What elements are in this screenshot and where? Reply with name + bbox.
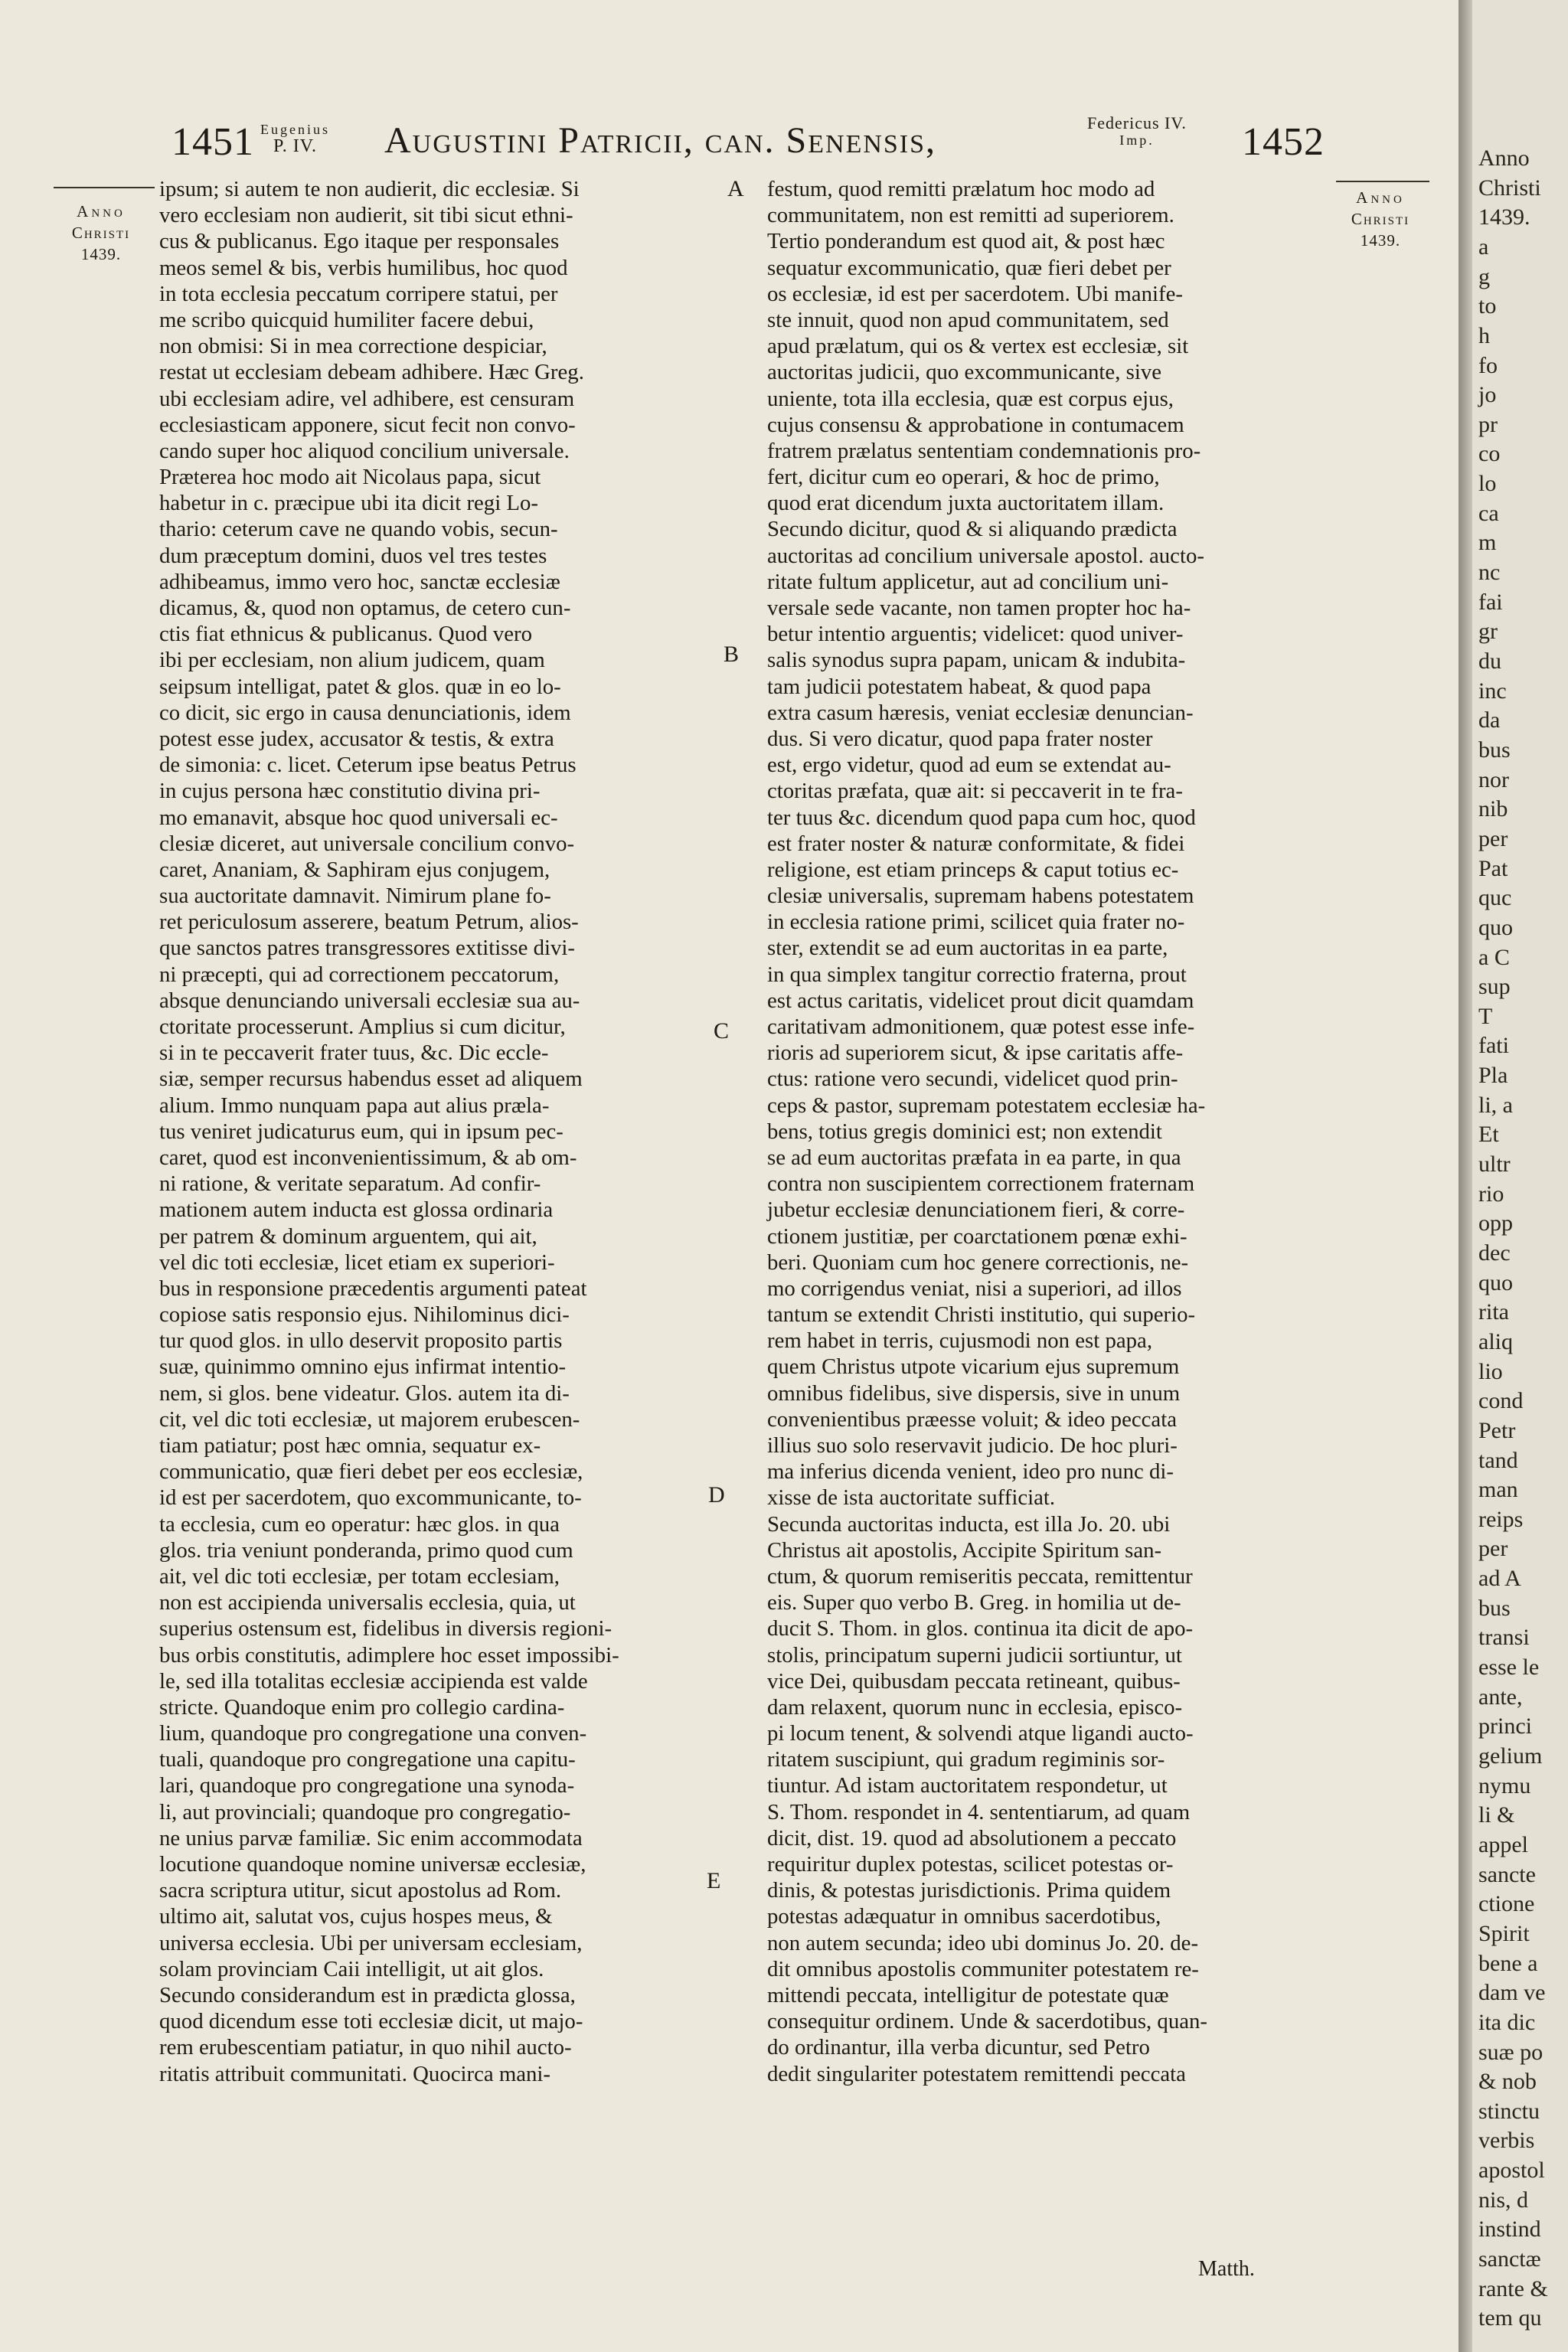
- right-column-line: requiritur duplex potestas, scilicet potestas or-: [767, 1852, 1174, 1877]
- left-column-line: habetur in c. præcipue ubi ita dicit regi Lo-: [159, 491, 538, 516]
- facing-page-fragment: nib: [1478, 796, 1508, 822]
- right-column-line: stolis, principatum superni judicii sortiuntur, ut: [767, 1642, 1182, 1668]
- right-sidenote-rule: [1336, 181, 1429, 182]
- right-column-line: S. Thom. respondet in 4. sententiarum, ad quam: [767, 1799, 1191, 1824]
- left-column-line: le, sed illa totalitas ecclesiæ accipienda est valde: [159, 1668, 588, 1694]
- right-column-line: est actus caritatis, videlicet prout dicit quamdam: [767, 988, 1194, 1013]
- facing-page-fragment: nc: [1478, 560, 1501, 586]
- facing-page-fragment: lo: [1478, 471, 1497, 497]
- left-column-line: ctis fiat ethnicus & publicanus. Quod vero: [159, 622, 533, 647]
- left-column-line: tur quod glos. in ullo deservit proposito partis: [159, 1328, 563, 1354]
- right-column-line: Secundo dicitur, quod & si aliquando prædicta: [767, 517, 1178, 542]
- left-column-line: potest esse judex, accusator & testis, & extra: [159, 726, 554, 751]
- left-column-line: sacra scriptura utitur, sicut apostolus ad Rom.: [159, 1878, 562, 1903]
- section-mark-e: E: [707, 1868, 721, 1893]
- facing-page-fragment: sancte: [1478, 1861, 1536, 1887]
- facing-page-fragment: tand: [1478, 1447, 1518, 1473]
- left-column-line: ibi per ecclesiam, non alium judicem, quam: [159, 648, 545, 673]
- left-column-line: cus & publicanus. Ego itaque per responsales: [159, 229, 560, 254]
- page-header: [0, 115, 1459, 168]
- page-title: Augustini Patricii, can. Senensis,: [384, 120, 937, 161]
- right-emperor-title: Imp.: [1119, 132, 1155, 148]
- facing-page-fragment: Et: [1478, 1122, 1499, 1148]
- right-column-line: Secunda auctoritas inducta, est illa Jo. 20. ubi: [767, 1511, 1171, 1537]
- right-column-line: ste innuit, quod non apud communitatem, sed: [767, 307, 1169, 332]
- right-column-line: dinis, & potestas jurisdictionis. Prima quidem: [767, 1878, 1171, 1903]
- left-column-line: lari, quandoque pro congregatione una synoda-: [159, 1773, 575, 1798]
- right-column-line: ctionem justitiæ, per coarctationem pœnæ exhi-: [767, 1223, 1187, 1249]
- facing-page-fragment: Anno: [1478, 145, 1530, 171]
- right-column-line: auctoritas ad concilium universale apostol. aucto-: [767, 543, 1204, 568]
- left-column-line: ret periculosum asserere, beatum Petrum, alios-: [159, 910, 579, 935]
- right-column-line: consequitur ordinem. Unde & sacerdotibus, quan-: [767, 2009, 1207, 2034]
- section-mark-d: D: [708, 1482, 725, 1508]
- right-column-line: mittendi peccata, intelligitur de potestate quæ: [767, 1982, 1169, 2007]
- right-column-line: ritate fultum applicetur, aut ad concilium uni-: [767, 569, 1169, 594]
- left-column-line: li, aut provinciali; quandoque pro congregatio-: [159, 1799, 571, 1824]
- right-column-line: convenientibus præesse voluit; & ideo peccata: [767, 1406, 1177, 1432]
- left-column-line: solam provinciam Caii intelligit, ut ait glos.: [159, 1956, 544, 1981]
- right-column-line: ctus: ratione vero secundi, videlicet quod prin-: [767, 1067, 1178, 1092]
- left-column-line: absque denunciando universali ecclesiæ sua au-: [159, 988, 580, 1013]
- facing-page-fragment: ita dic: [1478, 2009, 1536, 2035]
- right-column-line: clesiæ universalis, supremam habens potestatem: [767, 884, 1194, 909]
- left-column-line: co dicit, sic ergo in causa denunciationis, idem: [159, 700, 571, 725]
- left-column-line: Præterea hoc modo ait Nicolaus papa, sicut: [159, 465, 541, 490]
- right-column-line: auctoritas judicii, quo excommunicante, sive: [767, 360, 1161, 385]
- left-column-line: restat ut ecclesiam debeam adhibere. Hæc Greg.: [159, 360, 584, 385]
- left-column-line: vero ecclesiam non audierit, sit tibi sicut ethni-: [159, 203, 573, 228]
- sidenote-christi: Christi: [1351, 210, 1410, 228]
- right-column-line: dedit singulariter potestatem remittendi peccata: [767, 2061, 1186, 2086]
- facing-page-fragment: bene a: [1478, 1950, 1538, 1976]
- facing-page-fragment: esse le: [1478, 1655, 1540, 1681]
- facing-page-fragment: inc: [1478, 678, 1507, 704]
- left-column-line: ni ratione, & veritate separatum. Ad confir-: [159, 1171, 541, 1197]
- section-mark-a: A: [727, 176, 744, 201]
- facing-page-fragment: reips: [1478, 1506, 1524, 1532]
- left-column-line: caret, Ananiam, & Saphiram ejus conjugem,: [159, 857, 550, 882]
- sidenote-anno: Anno: [1356, 188, 1405, 207]
- right-column-line: os ecclesiæ, id est per sacerdotem. Ubi manife-: [767, 281, 1183, 306]
- right-column-line: extra casum hæresis, veniat ecclesiæ denuncian-: [767, 700, 1194, 725]
- facing-page-fragment: du: [1478, 648, 1501, 675]
- facing-page-fragment: li, a: [1478, 1092, 1513, 1118]
- facing-page-fragment: appel: [1478, 1831, 1528, 1857]
- left-column-line: caret, quod est inconvenientissimum, & ab om-: [159, 1145, 577, 1170]
- right-column-line: dicit, dist. 19. quod ad absolutionem a peccato: [767, 1825, 1177, 1851]
- left-column-line: suæ, quinimmo omnino ejus infirmat intentio-: [159, 1354, 567, 1380]
- right-column-line: Tertio ponderandum est quod ait, & post hæc: [767, 229, 1165, 254]
- right-column-line: rioris ad superiorem sicut, & ipse caritatis affe-: [767, 1040, 1184, 1066]
- left-column-line: tus veniret judicaturus eum, qui in ipsum pec-: [159, 1119, 564, 1144]
- right-text-column: [767, 176, 1207, 2087]
- left-column-line: universa ecclesia. Ubi per universam ecclesiam,: [159, 1930, 583, 1955]
- facing-page-fragment: jo: [1478, 382, 1497, 408]
- catchword: Matth.: [1198, 2257, 1255, 2281]
- left-pope-name: Eugenius: [260, 122, 330, 137]
- facing-page-fragment: bus: [1478, 737, 1511, 763]
- right-year-sidenote: [1331, 187, 1430, 251]
- facing-page-fragment: quo: [1478, 1269, 1513, 1295]
- left-column-line: Secundo considerandum est in prædicta glossa,: [159, 1982, 576, 2007]
- facing-page-fragment: Pla: [1478, 1063, 1508, 1089]
- facing-page-fragment: sup: [1478, 974, 1511, 1000]
- right-running-head: [1087, 115, 1187, 149]
- facing-page-fragment: instind: [1478, 2216, 1541, 2243]
- facing-page-fragment: nor: [1478, 766, 1509, 792]
- right-column-line: dus. Si vero dicatur, quod papa frater noster: [767, 726, 1153, 751]
- facing-page-fragment: per: [1478, 825, 1508, 851]
- right-column-line: fratrem prælatus sententiam condemnationis pro-: [767, 438, 1201, 463]
- right-column-line: uniente, tota illa ecclesia, quæ est corpus ejus,: [767, 386, 1174, 411]
- left-column-line: siæ, semper recursus habendus esset ad aliquem: [159, 1067, 583, 1092]
- facing-page-fragment: lio: [1478, 1358, 1503, 1384]
- left-column-line: in tota ecclesia peccatum corripere statui, per: [159, 281, 558, 306]
- facing-page-fragment: & nob: [1478, 2069, 1537, 2095]
- left-column-line: communicatio, quæ fieri debet per eos ecclesiæ,: [159, 1459, 583, 1485]
- right-column-line: mo corrigendus veniat, nisi a superiori, ad illos: [767, 1276, 1182, 1301]
- right-column-line: caritativam admonitionem, quæ potest esse infe-: [767, 1014, 1195, 1039]
- right-column-line: religione, est etiam princeps & caput totius ec-: [767, 857, 1179, 882]
- left-column-line: ait, vel dic toti ecclesiæ, per totam ecclesiam,: [159, 1563, 560, 1589]
- left-column-line: ta ecclesia, cum eo operatur: hæc glos. in qua: [159, 1511, 560, 1537]
- facing-page-fragment: to: [1478, 293, 1497, 319]
- facing-page-fragment: sanctæ: [1478, 2246, 1541, 2272]
- facing-page-fragment: li &: [1478, 1802, 1515, 1828]
- right-column-line: ma inferius dicenda venient, ideo pro nunc di-: [767, 1459, 1174, 1485]
- right-column-line: tantum se extendit Christi institutio, qui superio-: [767, 1302, 1196, 1328]
- left-column-line: thario: ceterum cave ne quando vobis, secun-: [159, 517, 558, 542]
- right-column-line: eis. Super quo verbo B. Greg. in homilia ut de-: [767, 1590, 1181, 1615]
- left-sidenote-rule: [54, 187, 155, 188]
- left-column-line: dicamus, &, quod non optamus, de cetero cun-: [159, 596, 571, 620]
- left-column-line: ni præcepti, qui ad correctionem peccatorum,: [159, 962, 560, 987]
- facing-page-fragment: verbis: [1478, 2128, 1535, 2154]
- right-column-line: ctum, & quorum remiseritis peccata, remittentur: [767, 1563, 1193, 1589]
- facing-page-fragment: dec: [1478, 1240, 1511, 1266]
- right-column-line: communitatem, non est remitti ad superiorem.: [767, 203, 1174, 228]
- left-column-line: cit, vel dic toti ecclesiæ, ut majorem erubescen-: [159, 1406, 580, 1432]
- right-column-line: tiuntur. Ad istam auctoritatem respondetur, ut: [767, 1773, 1168, 1798]
- left-column-line: que sanctos patres transgressores extitisse divi-: [159, 936, 576, 961]
- facing-page-fragment: aliq: [1478, 1328, 1513, 1354]
- facing-page-fragment: fati: [1478, 1033, 1509, 1059]
- left-column-line: seipsum intelligat, patet & glos. quæ in eo lo-: [159, 674, 561, 699]
- right-column-line: contra non suscipientem correctionem fraternam: [767, 1171, 1195, 1197]
- facing-page-fragment: rio: [1478, 1181, 1504, 1207]
- right-column-line: dit omnibus apostolis communiter potestatem re-: [767, 1956, 1199, 1981]
- facing-page-fragment: a: [1478, 234, 1489, 260]
- right-column-line: jubetur ecclesiæ denunciationem fieri, & corre-: [767, 1197, 1185, 1223]
- right-column-line: ritatem suscipiunt, qui gradum regiminis sor-: [767, 1747, 1165, 1772]
- facing-page-fragment: 1439.: [1478, 204, 1530, 230]
- facing-page-fragment: dam ve: [1478, 1980, 1546, 2006]
- left-column-line: clesiæ diceret, aut universale concilium convo-: [159, 831, 575, 856]
- right-column-line: rem habet in terris, cujusmodi non est papa,: [767, 1328, 1153, 1354]
- right-column-line: vice Dei, quibusdam peccata retineant, quibus-: [767, 1668, 1181, 1694]
- facing-page-fragment: pr: [1478, 411, 1498, 437]
- left-column-line: ritatis attribuit communitati. Quocirca mani-: [159, 2061, 551, 2086]
- left-column-line: bus orbis constitutis, adimplere hoc esset impossibi-: [159, 1642, 619, 1668]
- facing-page-fragment: suæ po: [1478, 2039, 1544, 2065]
- sidenote-christi: Christi: [71, 224, 131, 242]
- left-column-line: adhibeamus, immo vero hoc, sanctæ ecclesiæ: [159, 569, 560, 594]
- right-column-line: sequatur excommunicatio, quæ fieri debet per: [767, 255, 1171, 280]
- right-column-line: ctoritas præfata, quæ ait: si peccaverit in te fra-: [767, 779, 1183, 804]
- left-column-line: vel dic toti ecclesiæ, licet etiam ex superiori-: [159, 1250, 555, 1275]
- right-column-line: est frater noster & naturæ conformitate, & fidei: [767, 831, 1185, 856]
- facing-page-fragment: T: [1478, 1003, 1493, 1029]
- right-column-line: omnibus fidelibus, sive dispersis, sive in unum: [767, 1380, 1181, 1406]
- facing-page-fragment: tem qu: [1478, 2305, 1542, 2331]
- left-column-line: non obmisi: Si in mea correctione despiciar,: [159, 334, 547, 359]
- sidenote-year: 1439.: [1360, 231, 1401, 250]
- facing-page-fragment: cond: [1478, 1388, 1524, 1414]
- binding-gutter: [1459, 0, 1472, 2352]
- left-column-line: locutione quandoque nomine universæ ecclesiæ,: [159, 1852, 586, 1877]
- facing-page-fragment: ante,: [1478, 1684, 1523, 1710]
- right-column-line: ceps & pastor, supremam potestatem ecclesiæ ha-: [767, 1093, 1206, 1118]
- facing-page-fragment: transi: [1478, 1625, 1530, 1651]
- facing-page-fragment: Petr: [1478, 1417, 1516, 1443]
- left-running-head: [260, 121, 330, 155]
- facing-page-fragment: fai: [1478, 589, 1503, 615]
- left-column-line: me scribo quicquid humiliter facere debui,: [159, 307, 534, 332]
- right-column-line: quod erat dicendum juxta auctoritatem illam.: [767, 491, 1165, 516]
- right-column-line: betur intentio arguentis; videlicet: quod univer-: [767, 622, 1184, 647]
- facing-page-fragment: h: [1478, 322, 1490, 348]
- left-column-line: dum præceptum domini, duos vel tres testes: [159, 543, 547, 568]
- facing-page-fragment: nymu: [1478, 1772, 1531, 1798]
- right-column-line: tam judicii potestatem habeat, & quod papa: [767, 674, 1152, 699]
- right-column-line: beri. Quoniam cum hoc genere correctionis, ne-: [767, 1250, 1189, 1275]
- left-column-line: ubi ecclesiam adire, vel adhibere, est censuram: [159, 386, 575, 411]
- left-column-line: ctoritate processerunt. Amplius si cum dicitur,: [159, 1014, 566, 1039]
- left-column-line: ne unius parvæ familiæ. Sic enim accommodata: [159, 1825, 583, 1851]
- left-pope-number: P. IV.: [273, 136, 317, 156]
- facing-page-fragment: fo: [1478, 352, 1498, 378]
- facing-page-fragment: per: [1478, 1536, 1508, 1562]
- left-page-number: 1451: [172, 120, 254, 164]
- facing-page-fragment: ca: [1478, 500, 1499, 526]
- right-column-line: est, ergo videtur, quod ad eum se extendat au-: [767, 753, 1171, 778]
- left-column-line: stricte. Quandoque enim pro collegio cardina-: [159, 1694, 565, 1720]
- right-column-line: quem Christus utpote vicarium ejus supremum: [767, 1354, 1180, 1380]
- left-column-line: tuali, quandoque pro congregatione una capitu-: [159, 1747, 576, 1772]
- left-column-line: ecclesiasticam apponere, sicut fecit non convo-: [159, 412, 576, 437]
- right-emperor-name: Federicus IV.: [1087, 113, 1187, 132]
- right-page-number: 1452: [1242, 120, 1325, 164]
- left-column-line: mo emanavit, absque hoc quod universali ec-: [159, 805, 558, 830]
- left-column-line: lium, quandoque pro congregatione una conven-: [159, 1721, 587, 1746]
- left-column-line: de simonia: c. licet. Ceterum ipse beatus Petrus: [159, 753, 577, 778]
- facing-page-fragment: bus: [1478, 1595, 1511, 1621]
- right-column-line: salis synodus supra papam, unicam & indubita-: [767, 648, 1186, 673]
- right-column-line: dam relaxent, quorum nunc in ecclesia, episco-: [767, 1694, 1183, 1720]
- right-column-line: pi locum tenent, & solvendi atque ligandi aucto-: [767, 1721, 1194, 1746]
- left-column-line: nem, si glos. bene videatur. Glos. autem ita di-: [159, 1380, 570, 1406]
- section-mark-b: B: [724, 642, 740, 667]
- left-column-line: quod dicendum esse toti ecclesiæ dicit, ut majo-: [159, 2009, 583, 2034]
- left-column-line: ultimo ait, salutat vos, cujus hospes meus, &: [159, 1904, 553, 1929]
- facing-page-fragment: ad A: [1478, 1566, 1521, 1592]
- facing-page-fragment: gr: [1478, 619, 1498, 645]
- right-column-line: fert, dicitur cum eo operari, & hoc de primo,: [767, 465, 1160, 490]
- right-column-line: apud prælatum, qui os & vertex est ecclesiæ, sit: [767, 334, 1189, 359]
- right-column-line: Christus ait apostolis, Accipite Spiritum san-: [767, 1537, 1162, 1563]
- left-column-line: in cujus persona hæc constitutio divina pri-: [159, 779, 541, 804]
- left-column-line: glos. tria veniunt ponderanda, primo quod cum: [159, 1537, 573, 1563]
- facing-page-fragment: ctione: [1478, 1891, 1535, 1917]
- left-column-line: cando super hoc aliquod concilium universale.: [159, 438, 570, 463]
- right-column-line: bens, totius gregis dominici est; non extendit: [767, 1119, 1162, 1144]
- left-column-line: superius ostensum est, fidelibus in diversis regioni-: [159, 1616, 612, 1642]
- facing-page-fragment: m: [1478, 530, 1497, 556]
- left-column-line: bus in responsione præcedentis argumenti pateat: [159, 1276, 587, 1301]
- left-column-line: mationem autem inducta est glossa ordinaria: [159, 1197, 554, 1223]
- right-column-line: se ad eum auctoritas præfata in ea parte, in qua: [767, 1145, 1181, 1170]
- left-column-line: rem erubescentiam patiatur, in quo nihil aucto-: [159, 2035, 572, 2060]
- right-column-line: non autem secunda; ideo ubi dominus Jo. 20. de-: [767, 1930, 1199, 1955]
- facing-page-fragment: co: [1478, 441, 1501, 467]
- left-column-line: alium. Immo nunquam papa aut alius præla-: [159, 1093, 550, 1118]
- facing-page-fragment: a C: [1478, 944, 1510, 970]
- right-column-line: potestas adæquatur in omnibus sacerdotibus,: [767, 1904, 1161, 1929]
- left-column-line: id est per sacerdotem, quo excommunicante, to-: [159, 1485, 582, 1511]
- sidenote-year: 1439.: [80, 245, 122, 263]
- left-column-line: non est accipienda universalis ecclesia, quia, ut: [159, 1590, 576, 1615]
- facing-page-fragment: Pat: [1478, 855, 1508, 881]
- right-column-line: ducit S. Thom. in glos. continua ita dicit de apo-: [767, 1616, 1194, 1642]
- right-column-line: do ordinantur, illa verba dicuntur, sed Petro: [767, 2035, 1150, 2060]
- left-column-line: ipsum; si autem te non audierit, dic ecclesiæ. Si: [159, 177, 580, 201]
- facing-page-fragment: gelium: [1478, 1743, 1543, 1769]
- facing-page-fragment: quo: [1478, 914, 1513, 940]
- facing-page-fragment: quc: [1478, 885, 1512, 911]
- section-mark-c: C: [714, 1018, 730, 1044]
- facing-page-edge: [1472, 0, 1568, 2352]
- facing-page-fragment: apostol: [1478, 2158, 1545, 2184]
- right-column-line: festum, quod remitti prælatum hoc modo ad: [767, 177, 1155, 201]
- facing-page-fragment: ultr: [1478, 1152, 1511, 1178]
- right-column-line: in ecclesia ratione primi, scilicet quia frater no-: [767, 910, 1185, 935]
- right-column-line: in qua simplex tangitur correctio fraterna, prout: [767, 962, 1187, 987]
- right-column-line: cujus consensu & approbatione in contumacem: [767, 412, 1184, 437]
- facing-page-fragment: rita: [1478, 1299, 1509, 1325]
- left-column-line: meos semel & bis, verbis humilibus, hoc quod: [159, 255, 568, 280]
- right-column-line: xisse de ista auctoritate sufficiat.: [767, 1485, 1056, 1511]
- right-column-line: ter tuus &c. dicendum quod papa cum hoc, quod: [767, 805, 1196, 830]
- right-column-line: versale sede vacante, non tamen propter hoc ha-: [767, 596, 1191, 620]
- facing-page-fragment: Christi: [1478, 175, 1541, 201]
- facing-page-fragment: nis, d: [1478, 2187, 1529, 2213]
- facing-page-fragment: rante &: [1478, 2275, 1548, 2301]
- sidenote-anno: Anno: [77, 202, 126, 220]
- right-column-line: illius suo solo reservavit judicio. De hoc pluri-: [767, 1433, 1178, 1458]
- facing-page-fragment: princi: [1478, 1713, 1532, 1740]
- right-column-line: ster, extendit se ad eum auctoritas in ea parte,: [767, 936, 1168, 961]
- facing-page-fragment: Spirit: [1478, 1920, 1530, 1946]
- left-column-line: per patrem & dominum arguentem, qui ait,: [159, 1223, 537, 1249]
- facing-page-fragment: stinctu: [1478, 2098, 1540, 2124]
- left-column-line: tiam patiatur; post hæc omnia, sequatur ex-: [159, 1433, 541, 1458]
- left-year-sidenote: [47, 201, 155, 265]
- left-column-line: sua auctoritate damnavit. Nimirum plane fo-: [159, 884, 551, 909]
- left-column-line: copiose satis responsio ejus. Nihilominus dici-: [159, 1302, 570, 1328]
- left-text-column: [159, 176, 619, 2087]
- facing-page-fragment: g: [1478, 263, 1490, 289]
- facing-page-fragment: da: [1478, 707, 1501, 733]
- facing-page-fragment: man: [1478, 1477, 1518, 1503]
- left-column-line: si in te peccaverit frater tuus, &c. Dic eccle-: [159, 1040, 549, 1066]
- facing-page-fragment: opp: [1478, 1210, 1513, 1236]
